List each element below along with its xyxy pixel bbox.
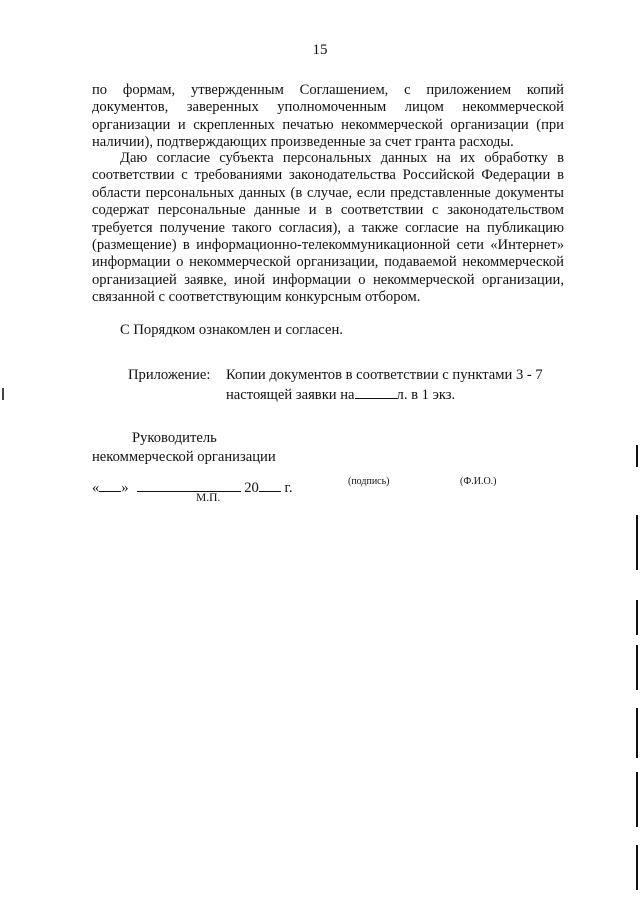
year-blank bbox=[259, 478, 281, 492]
appendix-line-2 bbox=[226, 385, 566, 405]
date-line bbox=[92, 478, 293, 497]
scan-edge-mark bbox=[636, 772, 638, 827]
signature-caption: (подпись) bbox=[348, 476, 390, 487]
scan-edge-mark bbox=[636, 645, 638, 690]
page-number: 15 bbox=[312, 42, 328, 58]
scan-edge-mark bbox=[636, 600, 638, 635]
quote-close: » bbox=[121, 480, 129, 496]
pages-count-blank bbox=[355, 385, 397, 399]
scan-edge-mark-left bbox=[2, 388, 4, 400]
stamp-caption: М.П. bbox=[196, 492, 221, 504]
appendix-label: Приложение: bbox=[128, 367, 211, 383]
scan-edge-mark bbox=[636, 708, 638, 758]
appendix-text bbox=[226, 366, 566, 405]
paragraph-consent: Даю согласие субъекта персональных данных на их обработку в соответствии с требованиями законодательства Российской Федерации в области персональных данных (в случае, если представленные документы содержат персональные данные и в соответствии с законодательством требуется получение такого согласия), а также согласие на публикацию (размещение) в информационно-телекоммуникационной сети «Интернет» информации о некоммерческой организации, подаваемой некоммерческой организацией заявке, иной информации о некоммерческой организации, связанной с соответствующим конкурсным отбором. bbox=[92, 150, 564, 306]
appendix-line-2-start: настоящей заявки на bbox=[226, 387, 355, 403]
year-suffix: г. bbox=[284, 480, 293, 496]
paragraph-documents: по формам, утвержденным Соглашением, с приложением копий документов, заверенных уполномоченным лицом некоммерческой организации и скрепленных печатью некоммерческой организации (при наличии), подтверждающих произведенные за счет гранта расходы. bbox=[92, 82, 564, 151]
appendix-line-2-end: л. в 1 экз. bbox=[396, 387, 456, 403]
year-prefix: 20 bbox=[244, 480, 259, 496]
paragraph-agreement: С Порядком ознакомлен и согласен. bbox=[120, 322, 343, 338]
scan-edge-mark bbox=[636, 445, 638, 467]
name-caption: (Ф.И.О.) bbox=[460, 476, 497, 487]
scan-edge-mark bbox=[636, 515, 638, 570]
scan-edge-mark bbox=[636, 845, 638, 890]
quote-open: « bbox=[92, 480, 100, 496]
appendix-line-1: Копии документов в соответствии с пунктами 3 - 7 bbox=[226, 367, 543, 383]
month-blank bbox=[137, 478, 241, 492]
signer-organization: некоммерческой организации bbox=[92, 449, 276, 465]
day-blank bbox=[99, 478, 121, 492]
signer-title: Руководитель bbox=[132, 430, 217, 446]
